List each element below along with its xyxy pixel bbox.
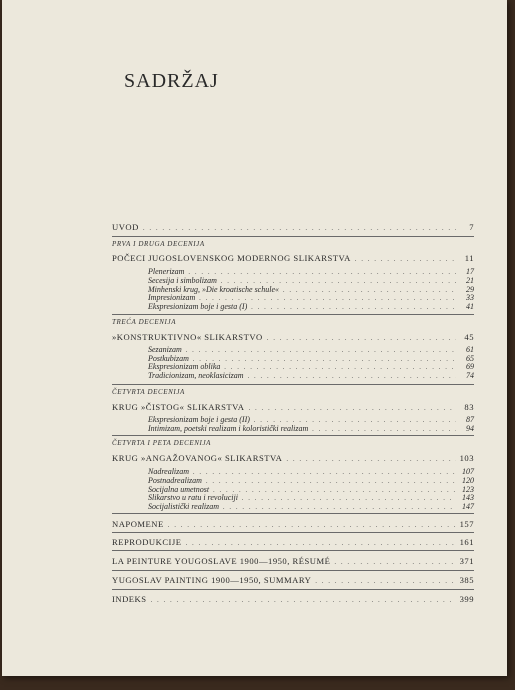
toc-entry-page: 17 (466, 267, 474, 276)
toc-subentry[interactable] (148, 502, 474, 511)
toc-entry-title: POČECI JUGOSLOVENSKOG MODERNOG SLIKARSTVA (112, 253, 351, 263)
toc-entry-page: 143 (462, 493, 474, 502)
book-page (2, 0, 507, 676)
toc-entry-napomene[interactable] (112, 519, 474, 529)
toc-entry-page: 83 (464, 402, 474, 412)
toc-entry-page: 11 (464, 253, 474, 263)
toc-entry-uvod[interactable] (112, 222, 474, 232)
toc-entry-title: Minhenski krug, »Die kroatische schule« (148, 285, 280, 294)
leader-dots (267, 334, 456, 342)
toc-entry-page: 87 (466, 415, 474, 424)
leader-dots (249, 404, 457, 412)
leader-dots (224, 363, 456, 371)
section-divider (112, 513, 474, 514)
toc-entry-page: 45 (464, 332, 474, 342)
toc-entry-title: KRUG »ČISTOG« SLIKARSTVA (112, 402, 245, 412)
toc-chapter[interactable] (112, 253, 474, 263)
toc-entry-page: 94 (466, 424, 474, 433)
leader-dots (355, 255, 456, 263)
toc-entry-resume[interactable] (112, 556, 474, 566)
leader-dots (168, 521, 456, 529)
leader-dots (143, 224, 456, 232)
toc-chapter[interactable] (112, 402, 474, 412)
toc-entry-page: 69 (466, 362, 474, 371)
toc-entry-title: Ekspresionizam boje i gesta (I) (148, 302, 248, 311)
toc-entry-title: Secesija i simbolizam (148, 276, 217, 285)
toc-entry-title: Nadrealizam (148, 467, 190, 476)
section-divider (112, 589, 474, 590)
leader-dots (186, 539, 456, 547)
toc-subentry[interactable] (148, 345, 474, 354)
toc-entry-page: 103 (459, 453, 474, 463)
toc-entry-title: NAPOMENE (112, 519, 164, 529)
toc-subentry[interactable] (148, 467, 474, 476)
section-label: TREĆA DECENIJA (112, 318, 177, 326)
toc-entry-page: 33 (466, 293, 474, 302)
toc-entry-title: Postnadrealizam (148, 476, 202, 485)
leader-dots (188, 268, 456, 276)
toc-entry-title: UVOD (112, 222, 139, 232)
toc-entry-title: Ekspresionizam boje i gesta (II) (148, 415, 250, 424)
toc-subentry[interactable] (148, 276, 474, 285)
toc-subentry[interactable] (148, 371, 474, 380)
toc-entry-title: Intimizam, poetski realizam i koloristički realizam (148, 424, 309, 433)
toc-entry-page: 21 (466, 276, 474, 285)
toc-entry-title: Tradicionizam, neoklasicizam (148, 371, 244, 380)
section-label: ČETVRTA I PETA DECENIJA (112, 439, 212, 447)
toc-subentry[interactable] (148, 302, 474, 311)
toc-subentry[interactable] (148, 267, 474, 276)
toc-entry-title: YUGOSLAV PAINTING 1900—1950, SUMMARY (112, 575, 312, 585)
toc-entry-page: 385 (459, 575, 474, 585)
toc-subentry[interactable] (148, 415, 474, 424)
section-divider (112, 532, 474, 533)
toc-subentry[interactable] (148, 362, 474, 371)
leader-dots (315, 577, 455, 585)
leader-dots (242, 494, 456, 502)
section-divider (112, 550, 474, 551)
toc-entry-title: Socijalna umetnost (148, 485, 210, 494)
toc-entry-page: 399 (459, 594, 474, 604)
toc-entry-title: Sezanizam (148, 345, 182, 354)
section-label: PRVA I DRUGA DECENIJA (112, 240, 205, 248)
leader-dots (193, 468, 456, 476)
section-label: ČETVRTA DECENIJA (112, 388, 185, 396)
leader-dots (151, 596, 456, 604)
toc-entry-title: KRUG »ANGAŽOVANOG« SLIKARSTVA (112, 453, 283, 463)
toc-entry-title: INDEKS (112, 594, 147, 604)
toc-entry-page: 120 (462, 476, 474, 485)
toc-chapter[interactable] (112, 453, 474, 463)
leader-dots (199, 294, 456, 302)
section-divider (112, 435, 474, 436)
toc-entry-title: Plenerizam (148, 267, 185, 276)
toc-entry-page: 65 (466, 354, 474, 363)
leader-dots (334, 558, 455, 566)
toc-entry-title: LA PEINTURE YOUGOSLAVE 1900—1950, RÉSUMÉ (112, 556, 331, 566)
toc-entry-page: 29 (466, 285, 474, 294)
leader-dots (221, 277, 456, 285)
leader-dots (286, 455, 455, 463)
toc-entry-reprodukcije[interactable] (112, 537, 474, 547)
toc-entry-page: 41 (466, 302, 474, 311)
toc-chapter[interactable] (112, 332, 474, 342)
toc-entry-title: Slikarstvo u ratu i revoluciji (148, 493, 238, 502)
toc-subentry[interactable] (148, 424, 474, 433)
leader-dots (312, 425, 456, 433)
section-divider (112, 314, 474, 315)
toc-subentry[interactable] (148, 293, 474, 302)
leader-dots (206, 477, 456, 485)
leader-dots (186, 346, 456, 354)
toc-subentry[interactable] (148, 476, 474, 485)
leader-dots (254, 416, 456, 424)
toc-entry-title: Postkubizam (148, 354, 189, 363)
toc-entry-page: 107 (462, 467, 474, 476)
toc-entry-title: Impresionizam (148, 293, 196, 302)
toc-subentry[interactable] (148, 493, 474, 502)
toc-entry-page: 123 (462, 485, 474, 494)
toc-entry-page: 147 (462, 502, 474, 511)
section-divider (112, 570, 474, 571)
leader-dots (251, 303, 456, 311)
toc-entry-title: REPRODUKCIJE (112, 537, 182, 547)
toc-entry-page: 7 (469, 222, 474, 232)
toc-entry-title: »KONSTRUKTIVNO« SLIKARSTVO (112, 332, 263, 342)
leader-dots (223, 503, 456, 511)
toc-entry-summary[interactable] (112, 575, 474, 585)
section-divider (112, 384, 474, 385)
toc-entry-indeks[interactable] (112, 594, 474, 604)
toc-entry-page: 74 (466, 371, 474, 380)
toc-entry-title: Socijalistički realizam (148, 502, 220, 511)
toc-entry-title: Ekspresionizam oblika (148, 362, 221, 371)
toc-entry-page: 371 (459, 556, 474, 566)
page-title: SADRŽAJ (124, 70, 219, 92)
toc-entry-page: 161 (459, 537, 474, 547)
section-divider (112, 236, 474, 237)
leader-dots (248, 372, 456, 380)
toc-entry-page: 157 (459, 519, 474, 529)
toc-entry-page: 61 (466, 345, 474, 354)
